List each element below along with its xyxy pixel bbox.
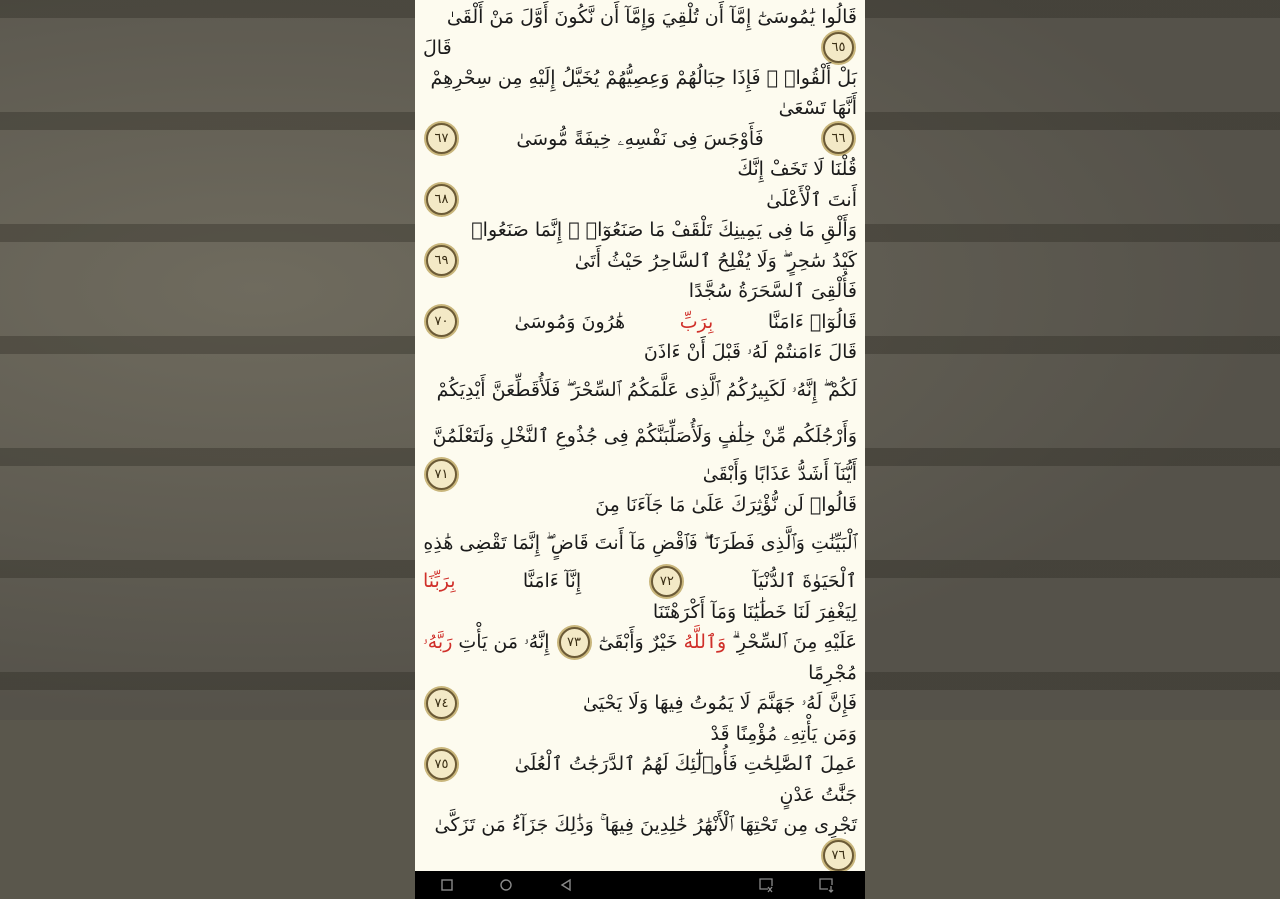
quran-page[interactable]: [415, 0, 865, 871]
verse-text: قَالُوا۟ لَن نُّؤْثِرَكَ عَلَىٰ مَا جَآءَنَا مِنَ: [595, 493, 857, 516]
verse-text: مُجْرِمًا: [808, 661, 857, 684]
verse-text: قُلْنَا لَا تَخَفْ إِنَّكَ: [737, 158, 857, 180]
verse-line: [423, 123, 857, 184]
ayah-number-marker: ٦٧: [426, 123, 457, 154]
verse-text: فَأَوْجَسَ فِى نَفْسِهِۦ خِيفَةً مُّوسَىٰ: [516, 127, 764, 150]
verse-text: فَأُلْقِىَ ٱلسَّحَرَةُ سُجَّدًا: [688, 280, 857, 302]
verse-line: [423, 566, 857, 627]
ayah-number-marker: ٧٢: [651, 566, 682, 597]
ayah-number-marker: ٦٦: [823, 123, 854, 154]
verse-text: فَإِنَّ لَهُۥ جَهَنَّمَ لَا يَمُوتُ فِيهَا وَلَا يَحْيَىٰ: [582, 692, 857, 715]
ayah-number-marker: ٧٠: [426, 306, 457, 337]
screenshot-download-icon[interactable]: [818, 877, 834, 893]
verse-text: جَنَّٰتُ عَدْنٍ: [779, 783, 857, 806]
verse-line: [423, 520, 857, 566]
verse-text: ٱلْبَيِّنَٰتِ وَٱلَّذِى فَطَرَنَا ۖ فَٱقْضِ مَآ أَنتَ قَاضٍ ۖ إِنَّمَا تَقْضِى هَٰذِهِ: [423, 531, 857, 554]
highlighted-word: رَبَّهُۥ: [423, 631, 453, 654]
verse-lines: [415, 0, 865, 871]
verse-line: [423, 367, 857, 413]
verse-line: [423, 810, 857, 871]
ayah-number-marker: ٦٨: [426, 184, 457, 215]
ayah-number-marker: ٧٤: [426, 688, 457, 719]
verse-text: عَمِلَ ٱلصَّٰلِحَٰتِ فَأُو۟لَٰٓئِكَ لَهُمُ ٱلدَّرَجَٰتُ ٱلْعُلَىٰ: [514, 753, 857, 776]
verse-line: [423, 63, 857, 123]
verse-line: [423, 306, 857, 367]
verse-text: لِيَغْفِرَ لَنَا خَطَٰيَٰنَا وَمَآ أَكْرَهْتَنَا: [652, 600, 857, 623]
verse-text: قَالَ ءَامَنتُمْ لَهُۥ قَبْلَ أَنْ ءَاذَنَ: [643, 341, 857, 363]
verse-line: [423, 245, 857, 306]
ayah-number-marker: ٦٩: [426, 245, 457, 276]
verse-text: ٱلْحَيَوٰةَ ٱلدُّنْيَآ: [752, 570, 857, 593]
highlighted-word: بِرَبِّ: [679, 310, 714, 333]
verse-text: خَيْرٌ وَأَبْقَىٰٓ: [598, 631, 678, 654]
verse-text: وَأَرْجُلَكُم مِّنْ خِلَٰفٍ وَلَأُصَلِّبَنَّكُمْ فِى جُذُوعِ ٱلنَّخْلِ وَلَتَعْلَمُنَّ: [432, 424, 857, 447]
highlighted-word: وَٱللَّهُ: [683, 631, 727, 654]
verse-line: [423, 459, 857, 520]
verse-text: إِنَّهُۥ مَن يَأْتِ: [458, 631, 550, 654]
verse-text: وَأَلْقِ مَا فِى يَمِينِكَ تَلْقَفْ مَا صَنَعُوٓا۟ ۖ إِنَّمَا صَنَعُوا۟: [471, 219, 857, 241]
verse-text: لَكُمْ ۖ إِنَّهُۥ لَكَبِيرُكُمُ ٱلَّذِى عَلَّمَكُمُ ٱلسِّحْرَ ۖ فَلَأُقَطِّعَنَّ أَيْدِيَكُمْ: [436, 378, 857, 401]
home-icon[interactable]: [498, 877, 514, 893]
verse-line: [423, 184, 857, 245]
verse-text: أَيُّنَآ أَشَدُّ عَذَابًا وَأَبْقَىٰ: [702, 463, 857, 486]
verse-text: إِنَّآ ءَامَنَّا: [522, 570, 582, 593]
verse-text: عَلَيْهِ مِنَ ٱلسِّحْرِ ۗ: [732, 631, 857, 654]
screenshot-cut-icon[interactable]: [758, 877, 774, 893]
verse-text: وَمَن يَأْتِهِۦ مُؤْمِنًا قَدْ: [710, 722, 857, 745]
verse-line: [423, 627, 857, 688]
android-nav-bar: [415, 871, 865, 899]
back-icon[interactable]: [558, 877, 574, 893]
verse-text: تَجْرِى مِن تَحْتِهَا ٱلْأَنْهَٰرُ خَٰلِدِينَ فِيهَا ۚ وَذَٰلِكَ جَزَآءُ مَن تَزَكَّىٰ: [434, 813, 857, 836]
verse-line: [423, 688, 857, 749]
verse-text: أَنتَ ٱلْأَعْلَىٰ: [766, 188, 857, 211]
recent-apps-icon[interactable]: [439, 877, 455, 893]
verse-text: كَيْدُ سَٰحِرٍ ۖ وَلَا يُفْلِحُ ٱلسَّاحِرُ حَيْثُ أَتَىٰ: [574, 249, 857, 272]
verse-text: بَلْ أَلْقُوا۟ ۖ فَإِذَا حِبَالُهُمْ وَعِصِيُّهُمْ يُخَيَّلُ إِلَيْهِ مِن سِحْرِهِمْ أَنَّهَا تَسْعَىٰ: [430, 67, 857, 119]
ayah-number-marker: ٧٦: [823, 840, 854, 871]
ayah-number-marker: ٧١: [426, 459, 457, 490]
highlighted-word: بِرَبِّنَا: [423, 570, 456, 593]
ayah-number-marker: ٧٥: [426, 749, 457, 780]
ayah-number-marker: ٧٣: [559, 627, 590, 658]
verse-text: قَالُوٓا۟ ءَامَنَّا: [767, 310, 857, 333]
verse-line: [423, 2, 857, 63]
verse-text: قَالَ: [423, 36, 452, 59]
verse-text: هَٰرُونَ وَمُوسَىٰ: [514, 310, 626, 333]
ayah-number-marker: ٦٥: [823, 32, 854, 63]
verse-line: [423, 413, 857, 459]
verse-text: قَالُوا يَٰمُوسَىٰٓ إِمَّآ أَن تُلْقِيَ وَإِمَّآ أَن نَّكُونَ أَوَّلَ مَنْ أَلْقَىٰ: [446, 6, 857, 28]
verse-line: [423, 749, 857, 810]
